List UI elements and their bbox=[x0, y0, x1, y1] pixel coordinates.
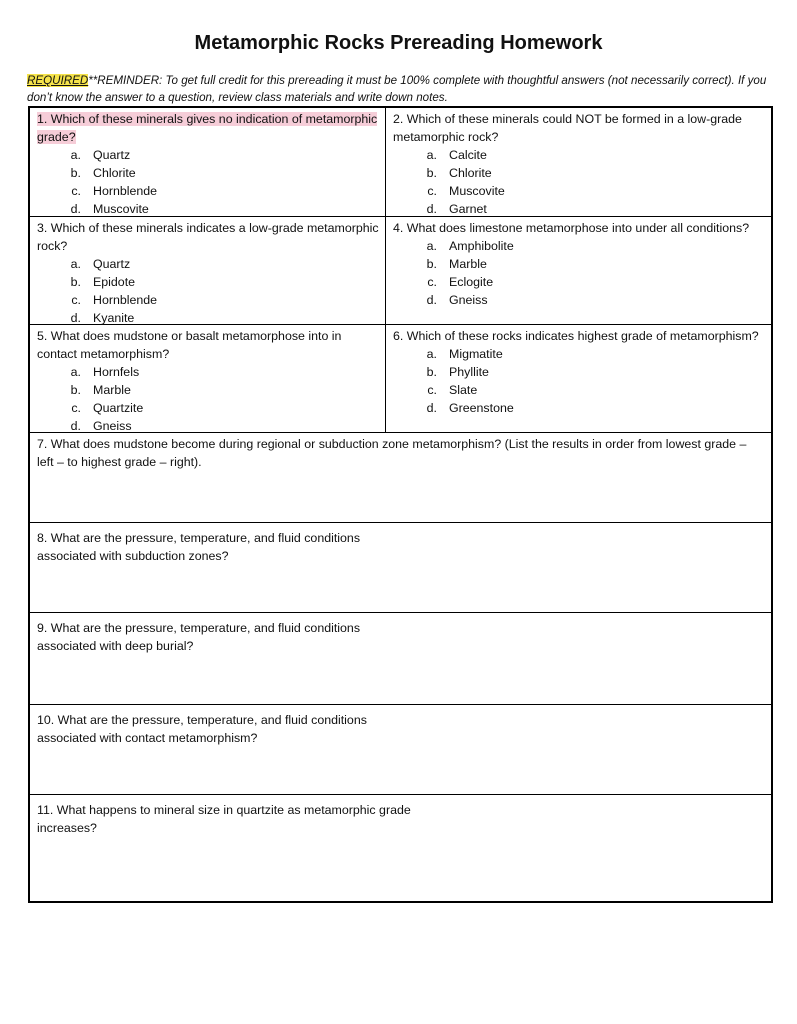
option[interactable]: d. Gneiss bbox=[426, 293, 488, 307]
question-2 bbox=[386, 108, 771, 216]
option[interactable]: b. Epidote bbox=[70, 275, 136, 289]
question-1 bbox=[30, 108, 385, 216]
option[interactable]: b. Marble bbox=[426, 257, 487, 271]
option[interactable]: d. Kyanite bbox=[70, 311, 135, 325]
option[interactable]: a. Migmatite bbox=[426, 347, 503, 361]
option[interactable]: d. Muscovite bbox=[70, 202, 149, 216]
question-10[interactable] bbox=[30, 705, 771, 794]
option[interactable]: b. Chlorite bbox=[426, 166, 492, 180]
question-3 bbox=[30, 217, 385, 324]
option[interactable]: c. Eclogite bbox=[427, 275, 494, 289]
option[interactable]: d. Garnet bbox=[426, 202, 487, 216]
question-6-text: 6. Which of these rocks indicates highest grade of metamorphism? bbox=[393, 329, 759, 343]
question-3-text: 3. Which of these minerals indicates a low-grade metamorphic rock? bbox=[37, 221, 379, 253]
option[interactable]: c. Slate bbox=[427, 383, 478, 397]
option[interactable]: d. Greenstone bbox=[426, 401, 514, 415]
question-8-text: 8. What are the pressure, temperature, and fluid conditions associated with subduction zones? bbox=[37, 531, 361, 563]
option[interactable]: a. Hornfels bbox=[70, 365, 140, 379]
question-4-text: 4. What does limestone metamorphose into under all conditions? bbox=[393, 221, 750, 235]
question-4 bbox=[386, 217, 771, 324]
question-8[interactable] bbox=[30, 523, 771, 612]
question-5 bbox=[30, 325, 385, 432]
option[interactable]: b. Marble bbox=[70, 383, 131, 397]
reminder-note bbox=[27, 72, 772, 106]
option[interactable]: c. Quartzite bbox=[71, 401, 144, 415]
option[interactable]: a. Calcite bbox=[426, 148, 487, 162]
required-label: REQUIRED bbox=[27, 74, 89, 87]
option[interactable]: c. Hornblende bbox=[71, 293, 158, 307]
option[interactable]: c. Hornblende bbox=[71, 184, 158, 198]
option[interactable]: a. Amphibolite bbox=[426, 239, 514, 253]
question-9[interactable] bbox=[30, 613, 771, 704]
question-11[interactable] bbox=[30, 795, 771, 901]
question-table bbox=[28, 106, 773, 903]
option[interactable]: d. Gneiss bbox=[70, 419, 132, 433]
page-title: Metamorphic Rocks Prereading Homework bbox=[194, 32, 603, 54]
reminder-text: **REMINDER: To get full credit for this prereading it must be 100% complete with thoughtful answers (not necessarily correct). If you don’t know the answer to a question, review class materials and write down notes. bbox=[27, 74, 767, 104]
question-7[interactable] bbox=[30, 433, 771, 522]
question-2-text: 2. Which of these minerals could NOT be formed in a low-grade metamorphic rock? bbox=[393, 112, 742, 144]
option[interactable]: b. Chlorite bbox=[70, 166, 136, 180]
question-1-text: 1. Which of these minerals gives no indication of metamorphic grade? bbox=[37, 112, 378, 144]
option[interactable]: a. Quartz bbox=[70, 148, 131, 162]
option[interactable]: a. Quartz bbox=[70, 257, 131, 271]
question-6 bbox=[386, 325, 771, 432]
question-5-text: 5. What does mudstone or basalt metamorphose into in contact metamorphism? bbox=[37, 329, 342, 361]
question-10-text: 10. What are the pressure, temperature, and fluid conditions associated with contact metamorphism? bbox=[37, 713, 367, 745]
option[interactable]: b. Phyllite bbox=[426, 365, 489, 379]
question-7-text: 7. What does mudstone become during regional or subduction zone metamorphism? (List the results in order from lowest grade – left – to highest grade – right). bbox=[37, 437, 747, 469]
option[interactable]: c. Muscovite bbox=[427, 184, 505, 198]
question-9-text: 9. What are the pressure, temperature, and fluid conditions associated with deep burial? bbox=[37, 621, 361, 653]
question-11-text: 11. What happens to mineral size in quartzite as metamorphic grade increases? bbox=[37, 803, 411, 835]
